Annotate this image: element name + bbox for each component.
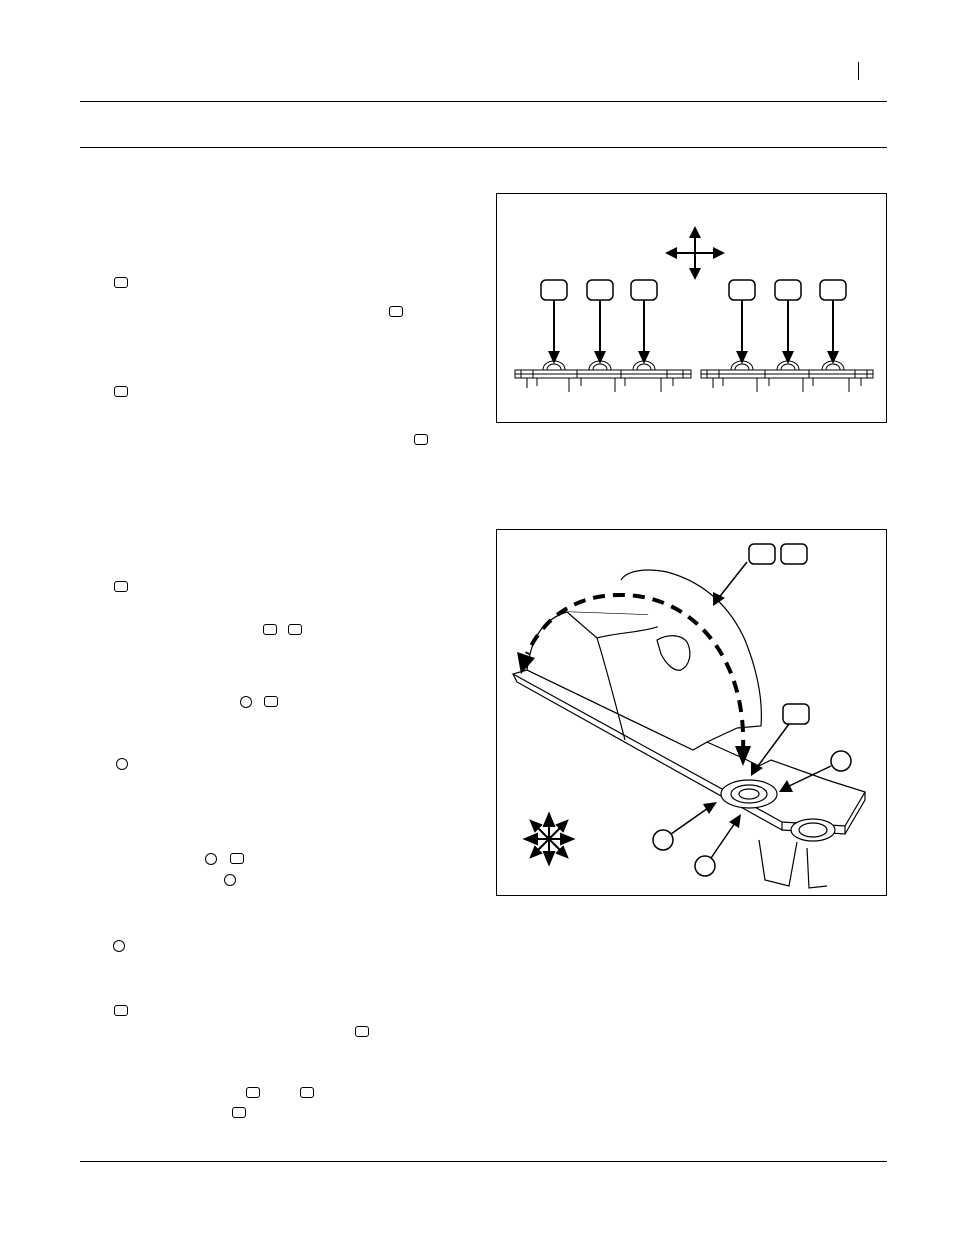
callout-rect (264, 696, 278, 707)
callout-rect (300, 1087, 314, 1098)
row-unit-diagram (497, 194, 888, 424)
figure-row-unit-markers (496, 193, 887, 423)
figure-seed-hopper-lid (496, 529, 887, 896)
callout-rect (114, 581, 128, 592)
callout-rect (389, 306, 403, 317)
callout-circle (205, 853, 217, 865)
callout-rect (288, 624, 302, 635)
callout-rect (232, 1107, 246, 1118)
header-marker (858, 62, 859, 80)
callout-circle (113, 940, 125, 952)
callout-rect (246, 1087, 260, 1098)
header-rule-bottom (80, 147, 887, 148)
callout-rect (114, 277, 128, 288)
planter-toolbar-left (515, 361, 691, 392)
hopper-lid-diagram (497, 530, 888, 897)
orientation-star-icon (525, 814, 573, 864)
callout-rect (230, 853, 244, 864)
header-rule-top (80, 101, 887, 102)
callout-rect (114, 1005, 128, 1016)
callout-rect (114, 386, 128, 397)
callout-circle (224, 874, 236, 886)
direction-compass-icon (665, 226, 725, 280)
callout-rect (263, 624, 277, 635)
callout-rect (414, 434, 428, 445)
callout-rect (355, 1026, 369, 1037)
callout-circle (116, 758, 128, 770)
callout-circle (240, 696, 252, 708)
callout-group (541, 280, 846, 364)
planter-toolbar-right (701, 361, 873, 392)
footer-rule (80, 1161, 887, 1162)
